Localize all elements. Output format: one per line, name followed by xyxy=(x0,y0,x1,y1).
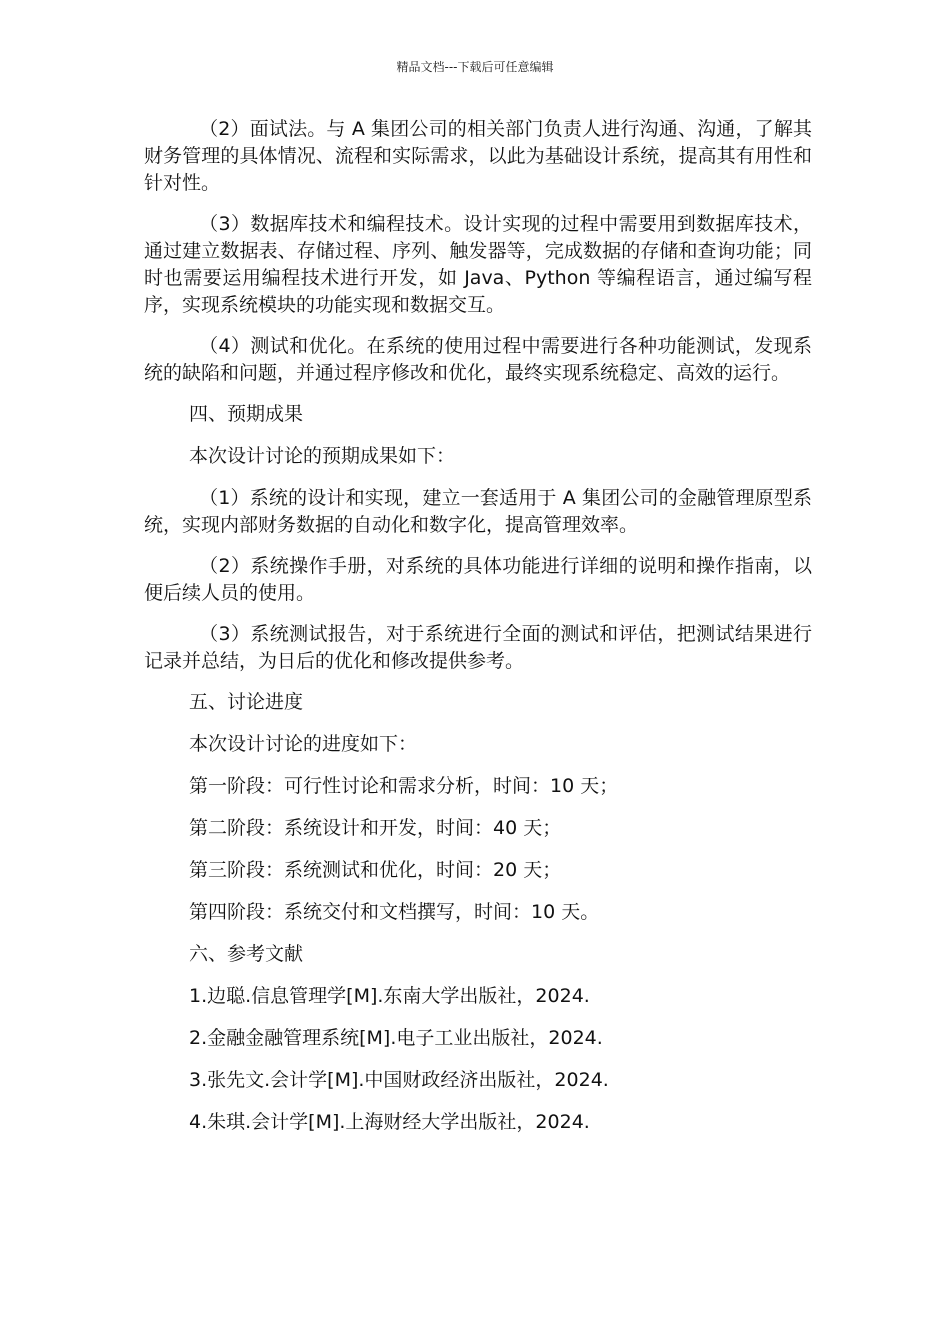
document-body xyxy=(144,116,812,1151)
section-heading-references: 六、参考文献 xyxy=(189,943,304,965)
section-heading-expected-results: 四、预期成果 xyxy=(189,403,304,425)
reference-item: 4.朱琪.会计学[M].上海财经大学出版社，2024. xyxy=(189,1111,590,1133)
method-interview-paragraph: （2）面试法。与 A 集团公司的相关部门负责人进行沟通、沟通，了解其财务管理的具体情况、流程和实际需求，以此为基础设计系统，提高其有用性和针对性。 xyxy=(144,118,812,194)
schedule-stage: 第一阶段：可行性讨论和需求分析，时间：10 天； xyxy=(189,775,619,797)
schedule-stage: 第二阶段：系统设计和开发，时间：40 天； xyxy=(189,817,562,839)
reference-item: 3.张先文.会计学[M].中国财政经济出版社，2024. xyxy=(189,1069,609,1091)
expected-result-item: （2）系统操作手册，对系统的具体功能进行详细的说明和操作指南，以便后续人员的使用。 xyxy=(144,555,812,604)
method-database-paragraph: （3）数据库技术和编程技术。设计实现的过程中需要用到数据库技术，通过建立数据表、存储过程、序列、触发器等，完成数据的存储和查询功能；同时也需要运用编程技术进行开发，如 Java、Python 等编程语言，通过编写程序，实现系统模块的功能实现和数据交互。 xyxy=(144,213,812,316)
schedule-stage: 第四阶段：系统交付和文档撰写，时间：10 天。 xyxy=(189,901,600,923)
schedule-intro: 本次设计讨论的进度如下： xyxy=(189,733,418,755)
method-testing-paragraph: （4）测试和优化。在系统的使用过程中需要进行各种功能测试，发现系统的缺陷和问题，并通过程序修改和优化，最终实现系统稳定、高效的运行。 xyxy=(144,335,812,384)
page-header: 精品文档---下载后可任意编辑 xyxy=(396,60,554,74)
section-heading-schedule: 五、讨论进度 xyxy=(189,691,304,713)
reference-item: 2.金融金融管理系统[M].电子工业出版社，2024. xyxy=(189,1027,603,1049)
expected-result-item: （3）系统测试报告，对于系统进行全面的测试和评估，把测试结果进行记录并总结，为日后的优化和修改提供参考。 xyxy=(144,623,812,672)
schedule-stage: 第三阶段：系统测试和优化，时间：20 天； xyxy=(189,859,562,881)
expected-results-intro: 本次设计讨论的预期成果如下： xyxy=(189,445,456,467)
expected-result-item: （1）系统的设计和实现，建立一套适用于 A 集团公司的金融管理原型系统，实现内部财务数据的自动化和数字化，提高管理效率。 xyxy=(144,487,812,536)
reference-item: 1.边聪.信息管理学[M].东南大学出版社，2024. xyxy=(189,985,590,1007)
